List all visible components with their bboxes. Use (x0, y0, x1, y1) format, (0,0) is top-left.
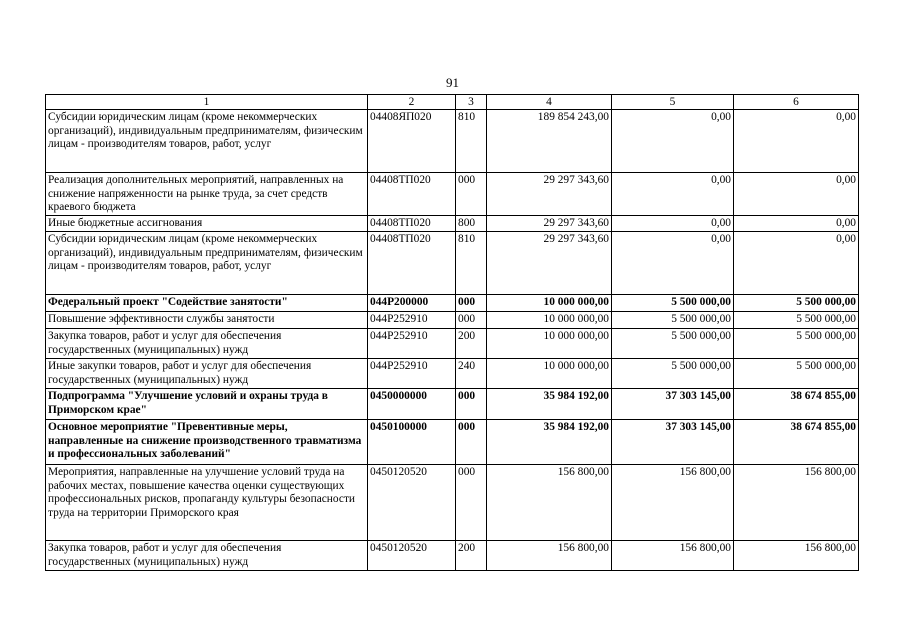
column-header: 4 (487, 95, 612, 110)
amount-col-6: 0,00 (734, 173, 859, 216)
amount-col-5: 5 500 000,00 (612, 359, 734, 389)
amount-col-5: 0,00 (612, 110, 734, 173)
amount-col-4: 10 000 000,00 (487, 295, 612, 312)
column-header: 3 (456, 95, 487, 110)
amount-col-5: 5 500 000,00 (612, 329, 734, 359)
expense-type: 810 (456, 232, 487, 295)
expense-type: 810 (456, 110, 487, 173)
amount-col-4: 29 297 343,60 (487, 232, 612, 295)
budget-table (45, 94, 859, 571)
target-code: 044P252910 (368, 359, 456, 389)
page-number: 91 (446, 75, 459, 90)
item-name: Мероприятия, направленные на улучшение условий труда на рабочих местах, повышение качества оценки существующих профессиональных рисков, пропаганду культуры безопасности труда на территории Приморского края (46, 465, 368, 541)
table-row (46, 389, 859, 420)
table-row (46, 232, 859, 295)
target-code: 0450100000 (368, 420, 456, 465)
amount-col-5: 0,00 (612, 232, 734, 295)
amount-col-6: 38 674 855,00 (734, 420, 859, 465)
table-row (46, 465, 859, 541)
table-row (46, 216, 859, 232)
amount-col-6: 0,00 (734, 216, 859, 232)
table-row (46, 420, 859, 465)
expense-type: 240 (456, 359, 487, 389)
amount-col-4: 35 984 192,00 (487, 420, 612, 465)
table-row (46, 295, 859, 312)
target-code: 044P252910 (368, 312, 456, 329)
target-code: 04408ТП020 (368, 216, 456, 232)
amount-col-5: 37 303 145,00 (612, 420, 734, 465)
amount-col-5: 0,00 (612, 216, 734, 232)
amount-col-5: 37 303 145,00 (612, 389, 734, 420)
item-name: Иные закупки товаров, работ и услуг для обеспечения государственных (муниципальных) нужд (46, 359, 368, 389)
item-name: Реализация дополнительных мероприятий, направленных на снижение напряженности на рынке труда, за счет средств краевого бюджета (46, 173, 368, 216)
expense-type: 000 (456, 295, 487, 312)
target-code: 04408ЯП020 (368, 110, 456, 173)
target-code: 044P200000 (368, 295, 456, 312)
amount-col-4: 10 000 000,00 (487, 312, 612, 329)
header-row (46, 95, 859, 110)
amount-col-6: 38 674 855,00 (734, 389, 859, 420)
expense-type: 000 (456, 173, 487, 216)
amount-col-4: 189 854 243,00 (487, 110, 612, 173)
amount-col-4: 10 000 000,00 (487, 329, 612, 359)
target-code: 044P252910 (368, 329, 456, 359)
amount-col-4: 35 984 192,00 (487, 389, 612, 420)
item-name: Иные бюджетные ассигнования (46, 216, 368, 232)
expense-type: 800 (456, 216, 487, 232)
expense-type: 000 (456, 465, 487, 541)
expense-type: 200 (456, 329, 487, 359)
amount-col-6: 5 500 000,00 (734, 312, 859, 329)
table-row (46, 173, 859, 216)
amount-col-5: 5 500 000,00 (612, 312, 734, 329)
amount-col-4: 29 297 343,60 (487, 216, 612, 232)
table-row (46, 359, 859, 389)
amount-col-5: 0,00 (612, 173, 734, 216)
amount-col-6: 0,00 (734, 232, 859, 295)
item-name: Закупка товаров, работ и услуг для обеспечения государственных (муниципальных) нужд (46, 541, 368, 571)
item-name: Субсидии юридическим лицам (кроме некоммерческих организаций), индивидуальным предпринимателям, физическим лицам - производителям товаров, работ, услуг (46, 232, 368, 295)
amount-col-4: 156 800,00 (487, 465, 612, 541)
amount-col-5: 156 800,00 (612, 541, 734, 571)
amount-col-6: 156 800,00 (734, 541, 859, 571)
amount-col-6: 156 800,00 (734, 465, 859, 541)
target-code: 04408ТП020 (368, 232, 456, 295)
target-code: 0450000000 (368, 389, 456, 420)
amount-col-5: 156 800,00 (612, 465, 734, 541)
amount-col-6: 5 500 000,00 (734, 329, 859, 359)
amount-col-6: 5 500 000,00 (734, 359, 859, 389)
column-header: 5 (612, 95, 734, 110)
item-name: Повышение эффективности службы занятости (46, 312, 368, 329)
item-name: Подпрограмма "Улучшение условий и охраны труда в Приморском крае" (46, 389, 368, 420)
amount-col-6: 5 500 000,00 (734, 295, 859, 312)
table-row (46, 329, 859, 359)
expense-type: 000 (456, 312, 487, 329)
target-code: 0450120520 (368, 541, 456, 571)
table-row (46, 110, 859, 173)
amount-col-4: 10 000 000,00 (487, 359, 612, 389)
expense-type: 200 (456, 541, 487, 571)
item-name: Федеральный проект "Содействие занятости" (46, 295, 368, 312)
table-row (46, 312, 859, 329)
item-name: Основное мероприятие "Превентивные меры, направленные на снижение производственного травматизма и профессиональных заболеваний" (46, 420, 368, 465)
column-header: 2 (368, 95, 456, 110)
target-code: 0450120520 (368, 465, 456, 541)
amount-col-4: 29 297 343,60 (487, 173, 612, 216)
item-name: Закупка товаров, работ и услуг для обеспечения государственных (муниципальных) нужд (46, 329, 368, 359)
amount-col-6: 0,00 (734, 110, 859, 173)
target-code: 04408ТП020 (368, 173, 456, 216)
expense-type: 000 (456, 389, 487, 420)
item-name: Субсидии юридическим лицам (кроме некоммерческих организаций), индивидуальным предпринимателям, физическим лицам - производителям товаров, работ, услуг (46, 110, 368, 173)
column-header: 1 (46, 95, 368, 110)
amount-col-5: 5 500 000,00 (612, 295, 734, 312)
expense-type: 000 (456, 420, 487, 465)
table-row (46, 541, 859, 571)
amount-col-4: 156 800,00 (487, 541, 612, 571)
column-header: 6 (734, 95, 859, 110)
